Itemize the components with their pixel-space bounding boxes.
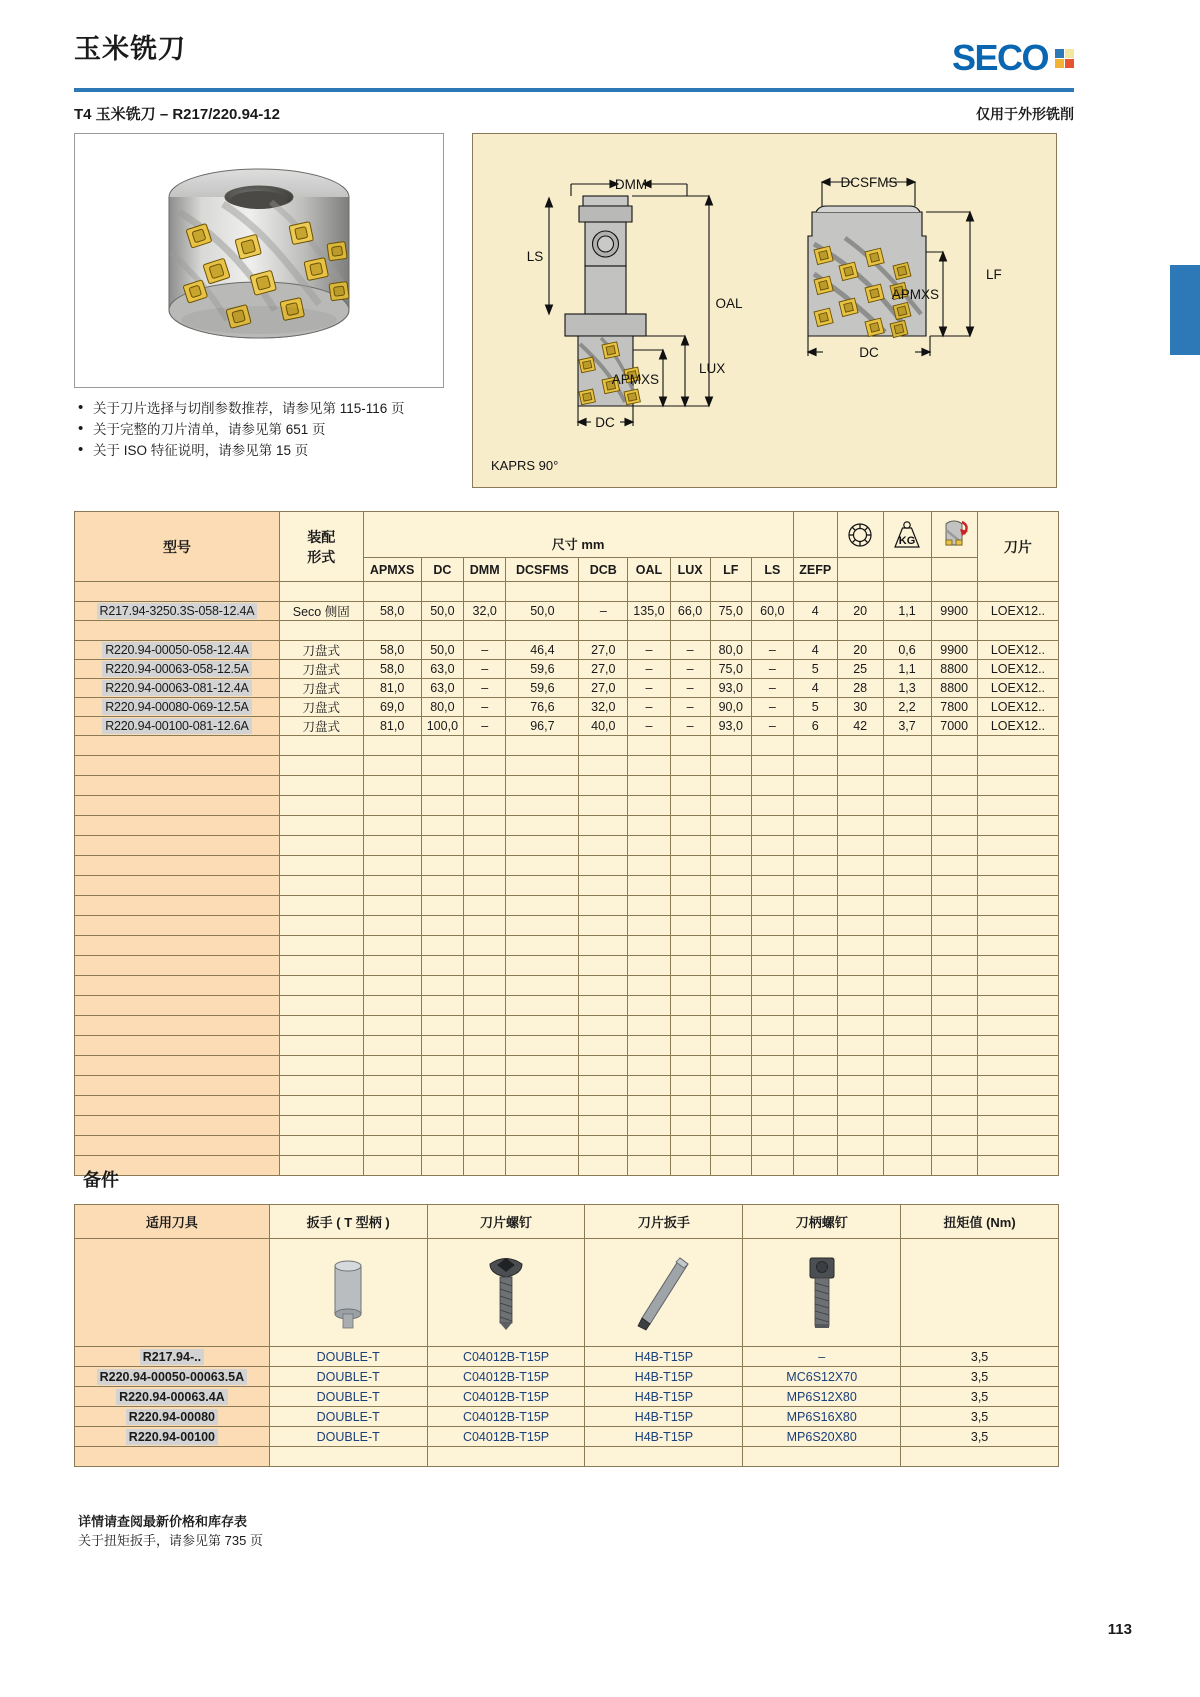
table-row[interactable] <box>75 698 1059 717</box>
th-weight-icon-cell <box>883 512 931 558</box>
spare-cell-wrench: DOUBLE-T <box>269 1367 427 1387</box>
label-oal: OAL <box>715 296 743 311</box>
shank-screw-icon <box>797 1248 847 1338</box>
cell-rpm: 9900 <box>931 602 977 621</box>
cell-insert: LOEX12.. <box>977 641 1058 660</box>
cell-dcb: 40,0 <box>579 717 628 736</box>
spare-row[interactable] <box>75 1347 1059 1367</box>
th-insert-key: 刀片扳手 <box>585 1205 743 1239</box>
header-rule <box>74 88 1074 92</box>
cell-insert: LOEX12.. <box>977 698 1058 717</box>
cell-model: R220.94-00063-081-12.4A <box>75 679 280 698</box>
spare-cell-key: H4B-T15P <box>585 1347 743 1367</box>
th-max-rpm <box>931 558 977 582</box>
th-zefp: ZEFP <box>793 558 837 582</box>
spare-parts-table <box>74 1204 1059 1467</box>
cell-zefp: 4 <box>793 641 837 660</box>
cell-kg: 1,1 <box>883 602 931 621</box>
cell-dcb: 27,0 <box>579 660 628 679</box>
th-torque: 扭矩值 (Nm) <box>901 1205 1059 1239</box>
th-dmm: DMM <box>464 558 506 582</box>
cell-ls: – <box>752 660 794 679</box>
spare-cell-wrench: DOUBLE-T <box>269 1347 427 1367</box>
table-spacer-row <box>75 796 1059 816</box>
label-lf: LF <box>986 267 1002 282</box>
spare-cell-screw: C04012B-T15P <box>427 1387 585 1407</box>
bullet-item: • 关于 ISO 特征说明，请参见第 15 页 <box>78 440 478 461</box>
cell-insert: LOEX12.. <box>977 679 1058 698</box>
cell-mounting: Seco 侧固 <box>279 602 363 621</box>
th-mounting-line2: 形式 <box>307 548 336 565</box>
logo-color-squares <box>1055 49 1074 68</box>
spare-cell-shank: MP6S16X80 <box>743 1407 901 1427</box>
cell-teeth: 28 <box>837 679 883 698</box>
spare-parts-title: 备件 <box>83 1170 119 1190</box>
label-lux: LUX <box>699 361 726 376</box>
cell-dc: 63,0 <box>421 660 463 679</box>
cell-mounting: 刀盘式 <box>279 641 363 660</box>
cell-lf: 75,0 <box>710 602 752 621</box>
table-spacer-row <box>75 916 1059 936</box>
table-spacer-row <box>75 582 1059 602</box>
spare-img-wrench <box>269 1239 427 1347</box>
t-handle-wrench-icon <box>313 1250 383 1336</box>
cell-dmm: 32,0 <box>464 602 506 621</box>
table-spacer-row <box>75 1056 1059 1076</box>
page-header <box>74 36 1074 96</box>
reference-bullet-list <box>78 398 478 461</box>
cell-kg: 1,1 <box>883 660 931 679</box>
cell-apmxs: 81,0 <box>363 679 421 698</box>
cell-teeth: 30 <box>837 698 883 717</box>
spare-cell-shank: – <box>743 1347 901 1367</box>
table-row[interactable] <box>75 602 1059 621</box>
cell-kg: 0,6 <box>883 641 931 660</box>
spare-cell-torque: 3,5 <box>901 1427 1059 1447</box>
table-row[interactable] <box>75 641 1059 660</box>
cell-apmxs: 81,0 <box>363 717 421 736</box>
th-insert-screw: 刀片螺钉 <box>427 1205 585 1239</box>
cell-zefp: 4 <box>793 679 837 698</box>
cell-rpm: 7800 <box>931 698 977 717</box>
th-lf: LF <box>710 558 752 582</box>
cell-ls: – <box>752 717 794 736</box>
th-teeth-count <box>837 558 883 582</box>
table-spacer-row <box>75 976 1059 996</box>
spare-cell-screw: C04012B-T15P <box>427 1427 585 1447</box>
footnotes <box>78 1512 263 1550</box>
cell-dcb: – <box>579 602 628 621</box>
spare-img-shank-screw <box>743 1239 901 1347</box>
rotating-tool-icon <box>937 518 971 552</box>
label-dc-left: DC <box>595 415 615 430</box>
table-spacer-row <box>75 876 1059 896</box>
cell-mounting: 刀盘式 <box>279 698 363 717</box>
cell-dcb: 32,0 <box>579 698 628 717</box>
cell-zefp: 5 <box>793 698 837 717</box>
cell-insert: LOEX12.. <box>977 717 1058 736</box>
cell-kg: 1,3 <box>883 679 931 698</box>
logo-wordmark: SECO <box>951 37 1048 78</box>
cell-lux: – <box>670 717 710 736</box>
spare-cell-torque: 3,5 <box>901 1407 1059 1427</box>
cell-dc: 50,0 <box>421 641 463 660</box>
th-dimensions-group: 尺寸 mm <box>363 512 793 558</box>
cell-lux: – <box>670 660 710 679</box>
spare-cell-shank: MC6S12X70 <box>743 1367 901 1387</box>
cell-oal: – <box>628 698 670 717</box>
cell-ls: – <box>752 679 794 698</box>
spare-img-key <box>585 1239 743 1347</box>
cell-lux: – <box>670 679 710 698</box>
table-spacer-row <box>75 776 1059 796</box>
cell-rpm: 9900 <box>931 641 977 660</box>
spare-img-torque-blank <box>901 1239 1059 1347</box>
spare-img-screw <box>427 1239 585 1347</box>
th-mounting-line1: 装配 <box>307 528 336 545</box>
th-applicable-tool: 适用刀具 <box>75 1205 270 1239</box>
spare-cell-tool: R217.94-.. <box>75 1347 270 1367</box>
spare-cell-shank: MP6S12X80 <box>743 1387 901 1407</box>
cell-zefp: 4 <box>793 602 837 621</box>
cell-oal: – <box>628 717 670 736</box>
cell-teeth: 25 <box>837 660 883 679</box>
cell-lux: 66,0 <box>670 602 710 621</box>
th-apmxs: APMXS <box>363 558 421 582</box>
table-spacer-row <box>75 1096 1059 1116</box>
cell-dmm: – <box>464 698 506 717</box>
table-spacer-row <box>75 621 1059 641</box>
label-apmxs-left: APMXS <box>611 372 659 387</box>
spare-cell-wrench: DOUBLE-T <box>269 1387 427 1407</box>
cell-dcsfms: 96,7 <box>506 717 579 736</box>
cell-mounting: 刀盘式 <box>279 717 363 736</box>
product-photo-box <box>74 133 444 388</box>
cell-lf: 90,0 <box>710 698 752 717</box>
label-dcsfms: DCSFMS <box>840 175 898 190</box>
spare-cell-wrench: DOUBLE-T <box>269 1427 427 1447</box>
cell-oal: – <box>628 641 670 660</box>
cell-mounting: 刀盘式 <box>279 660 363 679</box>
cell-dcsfms: 50,0 <box>506 602 579 621</box>
table-spacer-row <box>75 1076 1059 1096</box>
table-spacer-row <box>75 936 1059 956</box>
cell-rpm: 8800 <box>931 679 977 698</box>
table-spacer-row <box>75 956 1059 976</box>
cell-oal: 135,0 <box>628 602 670 621</box>
cell-dcsfms: 46,4 <box>506 641 579 660</box>
cell-model: R220.94-00063-058-12.5A <box>75 660 280 679</box>
spare-cell-key: H4B-T15P <box>585 1427 743 1447</box>
cell-rpm: 7000 <box>931 717 977 736</box>
spare-row[interactable] <box>75 1387 1059 1407</box>
spare-cell-key: H4B-T15P <box>585 1407 743 1427</box>
table-row[interactable] <box>75 679 1059 698</box>
cell-zefp: 5 <box>793 660 837 679</box>
cell-dc: 63,0 <box>421 679 463 698</box>
th-teeth-icon-cell <box>837 512 883 558</box>
spare-cell-key: H4B-T15P <box>585 1387 743 1407</box>
torx-key-icon <box>624 1248 704 1338</box>
product-family-label: T4 玉米铣刀 – R217/220.94-12 <box>74 106 280 123</box>
table-spacer-row <box>75 1136 1059 1156</box>
cell-zefp: 6 <box>793 717 837 736</box>
th-oal: OAL <box>628 558 670 582</box>
cell-lf: 93,0 <box>710 717 752 736</box>
cell-apmxs: 58,0 <box>363 641 421 660</box>
spare-cell-tool: R220.94-00080 <box>75 1407 270 1427</box>
dimension-table <box>74 511 1059 1176</box>
cell-rpm: 8800 <box>931 660 977 679</box>
cell-apmxs: 58,0 <box>363 660 421 679</box>
product-photo <box>75 134 443 387</box>
kaprs-angle-label: KAPRS 90° <box>491 458 559 473</box>
table-spacer-row <box>75 816 1059 836</box>
spare-cell-screw: C04012B-T15P <box>427 1347 585 1367</box>
cell-dcsfms: 59,6 <box>506 679 579 698</box>
th-model: 型号 <box>75 512 280 582</box>
spare-cell-torque: 3,5 <box>901 1367 1059 1387</box>
cell-model: R220.94-00100-081-12.6A <box>75 717 280 736</box>
table-spacer-row <box>75 736 1059 756</box>
table-spacer-row <box>75 896 1059 916</box>
spare-cell-torque: 3,5 <box>901 1347 1059 1367</box>
dimension-diagram <box>473 134 1056 487</box>
section-subheader <box>74 103 1074 124</box>
cell-apmxs: 58,0 <box>363 602 421 621</box>
spare-cell-shank: MP6S20X80 <box>743 1427 901 1447</box>
label-ls: LS <box>526 249 544 264</box>
cell-teeth: 42 <box>837 717 883 736</box>
cell-dc: 50,0 <box>421 602 463 621</box>
spare-cell-tool: R220.94-00063.4A <box>75 1387 270 1407</box>
technical-diagram-box <box>472 133 1057 488</box>
th-mounting <box>279 512 363 582</box>
cell-oal: – <box>628 679 670 698</box>
spare-cell-tool: R220.94-00050-00063.5A <box>75 1367 270 1387</box>
page-edge-tab <box>1170 265 1200 355</box>
bullet-item: • 关于刀片选择与切削参数推荐，请参见第 115-116 页 <box>78 398 478 419</box>
cell-dmm: – <box>464 660 506 679</box>
cell-lf: 80,0 <box>710 641 752 660</box>
table-row[interactable] <box>75 717 1059 736</box>
table-spacer-row <box>75 756 1059 776</box>
spare-cell-screw: C04012B-T15P <box>427 1407 585 1427</box>
spare-cell-screw: C04012B-T15P <box>427 1367 585 1387</box>
cell-apmxs: 69,0 <box>363 698 421 717</box>
th-shank-screw: 刀柄螺钉 <box>743 1205 901 1239</box>
svg-text:KG: KG <box>898 534 916 547</box>
spare-cell-tool: R220.94-00100 <box>75 1427 270 1447</box>
spare-spacer-row <box>75 1447 1059 1467</box>
table-spacer-row <box>75 1156 1059 1176</box>
cell-kg: 3,7 <box>883 717 931 736</box>
cell-teeth: 20 <box>837 602 883 621</box>
spare-row[interactable] <box>75 1367 1059 1387</box>
cell-dcsfms: 76,6 <box>506 698 579 717</box>
th-zefp-top <box>793 512 837 558</box>
cell-model: R220.94-00050-058-12.4A <box>75 641 280 660</box>
th-weight <box>883 558 931 582</box>
footnote-line-1: 详情请查阅最新价格和库存表 <box>78 1514 248 1529</box>
spare-img-blank <box>75 1239 270 1347</box>
cell-dc: 100,0 <box>421 717 463 736</box>
spare-cell-wrench: DOUBLE-T <box>269 1407 427 1427</box>
cell-dmm: – <box>464 641 506 660</box>
cell-lux: – <box>670 698 710 717</box>
th-ls: LS <box>752 558 794 582</box>
cell-ls: – <box>752 641 794 660</box>
bullet-item: • 关于完整的刀片清单，请参见第 651 页 <box>78 419 478 440</box>
application-note: 仅用于外形铣削 <box>976 106 1074 122</box>
table-spacer-row <box>75 1116 1059 1136</box>
label-dmm: DMM <box>614 177 648 192</box>
spare-cell-torque: 3,5 <box>901 1387 1059 1407</box>
cell-model: R217.94-3250.3S-058-12.4A <box>75 602 280 621</box>
cell-dc: 80,0 <box>421 698 463 717</box>
th-rpm-icon-cell <box>931 512 977 558</box>
insert-screw-icon <box>481 1248 531 1338</box>
page-number: 113 <box>1107 1621 1132 1638</box>
weight-kg-icon <box>890 519 924 551</box>
cell-oal: – <box>628 660 670 679</box>
footnote-line-2: 关于扭矩扳手，请参见第 735 页 <box>78 1533 263 1548</box>
label-apmxs-right: APMXS <box>891 287 939 302</box>
cell-dcb: 27,0 <box>579 641 628 660</box>
th-wrench: 扳手 ( T 型柄 ) <box>269 1205 427 1239</box>
cell-model: R220.94-00080-069-12.5A <box>75 698 280 717</box>
spare-cell-key: H4B-T15P <box>585 1367 743 1387</box>
spare-row[interactable] <box>75 1427 1059 1447</box>
cell-lf: 93,0 <box>710 679 752 698</box>
table-spacer-row <box>75 836 1059 856</box>
table-spacer-row <box>75 856 1059 876</box>
cell-ls: – <box>752 698 794 717</box>
seco-logo <box>951 37 1074 78</box>
page-title: 玉米铣刀 <box>74 34 186 64</box>
table-row[interactable] <box>75 660 1059 679</box>
cell-lux: – <box>670 641 710 660</box>
cell-insert: LOEX12.. <box>977 602 1058 621</box>
cell-lf: 75,0 <box>710 660 752 679</box>
cell-dmm: – <box>464 717 506 736</box>
th-insert: 刀片 <box>977 512 1058 582</box>
th-dc: DC <box>421 558 463 582</box>
label-dc-right: DC <box>859 345 879 360</box>
cell-dmm: – <box>464 679 506 698</box>
th-dcsfms: DCSFMS <box>506 558 579 582</box>
cell-mounting: 刀盘式 <box>279 679 363 698</box>
spare-row[interactable] <box>75 1407 1059 1427</box>
cell-teeth: 20 <box>837 641 883 660</box>
table-spacer-row <box>75 1036 1059 1056</box>
th-dcb: DCB <box>579 558 628 582</box>
table-spacer-row <box>75 996 1059 1016</box>
table-spacer-row <box>75 1016 1059 1036</box>
cell-dcb: 27,0 <box>579 679 628 698</box>
cell-ls: 60,0 <box>752 602 794 621</box>
cell-dcsfms: 59,6 <box>506 660 579 679</box>
cell-kg: 2,2 <box>883 698 931 717</box>
th-lux: LUX <box>670 558 710 582</box>
cutting-teeth-icon <box>845 520 875 550</box>
cell-insert: LOEX12.. <box>977 660 1058 679</box>
